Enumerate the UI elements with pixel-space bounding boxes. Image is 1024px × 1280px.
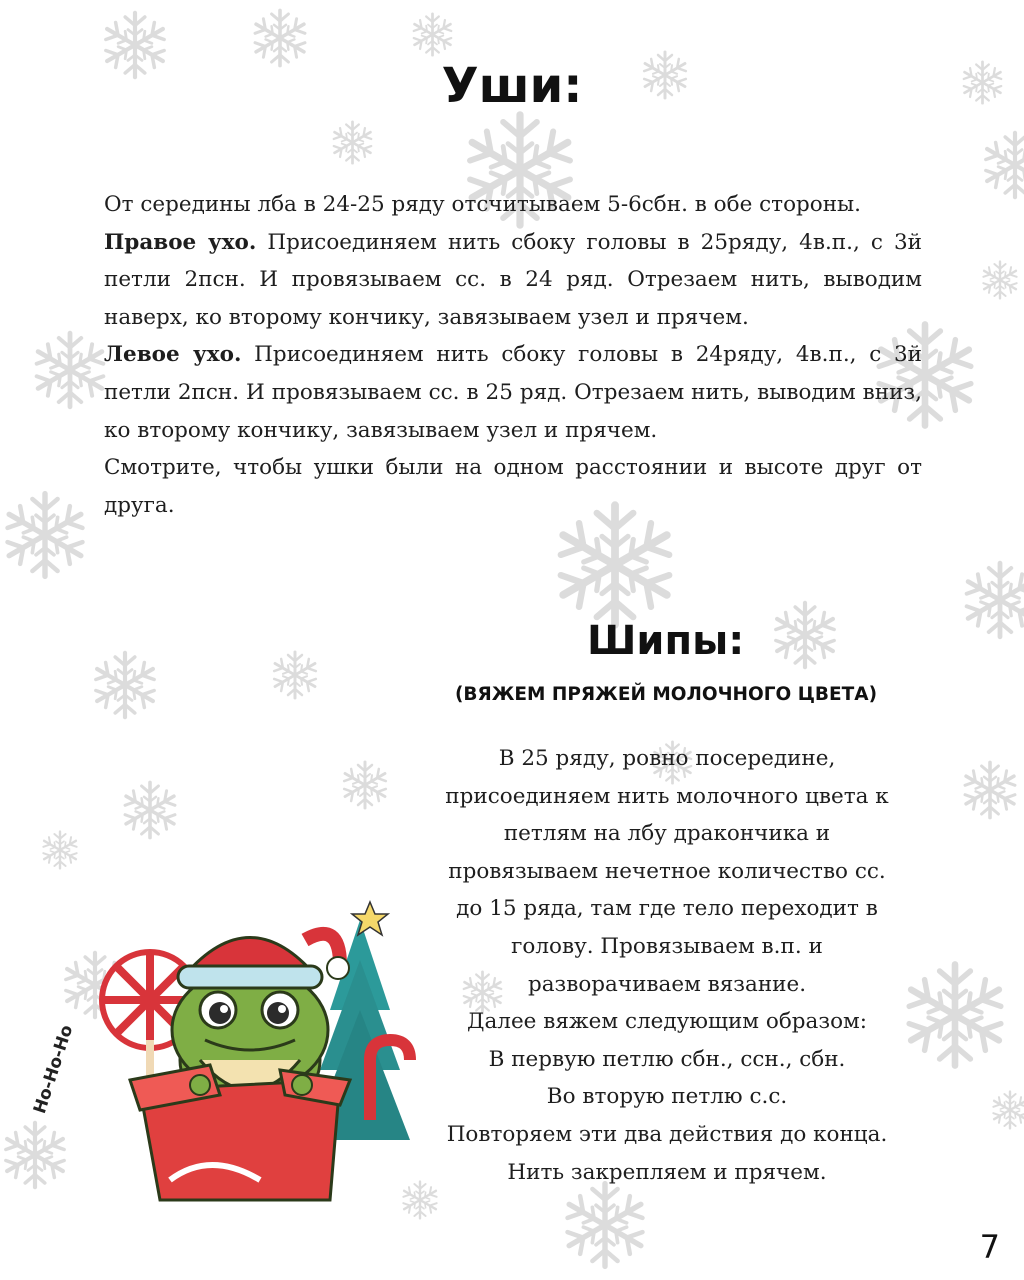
snowflake-icon [410,12,455,57]
snowflake-icon [90,650,160,720]
snowflake-icon [0,490,90,580]
spikes-line: разворачиваем вязание. [527,971,807,997]
snowflake-icon [120,780,180,840]
right-ear-paragraph [104,224,922,337]
left-ear-text: Присоединяем нить сбоку головы в 24ряду, 4в.п., с 3й петли 2псн. И провязываем сс. в 25 ряд. Отрезаем нить, выводим вниз, ко второму кончику, завязываем узел и прячем. [104,342,923,443]
right-ear-text: Присоединяем нить сбоку головы в 25ряду, 4в.п., с 3й петли 2псн. И провязываем сс. в 24 ряд. Отрезаем нить, выводим наверх, ко второму кончику, завязываем узел и прячем. [104,229,922,330]
ears-section [104,186,922,524]
spikes-title: Шипы: [587,618,745,664]
snowflake-icon [960,760,1020,820]
spikes-line: петлям на лбу дракончика и [503,821,831,847]
spikes-line: Далее вяжем следующим образом: [467,1009,867,1035]
ho-ho-ho-label: Ho-Ho-Ho [30,1022,78,1117]
spikes-line: В первую петлю сбн., ссн., сбн. [488,1046,846,1072]
spikes-instructions [404,740,930,1191]
snowflake-icon [340,760,390,810]
snowflake-icon [770,600,840,670]
page-number: 7 [979,1228,1000,1266]
spikes-line: Во вторую петлю с.с. [546,1084,788,1110]
snowflake-icon [330,120,375,165]
ears-note: Смотрите, чтобы ушки были на одном расстоянии и высоте друг от друга. [104,455,922,518]
dragon-gift-illustration [40,880,420,1210]
snowflake-icon [30,330,110,410]
spikes-line: провязываем нечетное количество сс. [448,858,886,884]
spikes-line: В 25 ряду, ровно посередине, [498,746,836,771]
spikes-subtitle: (ВЯЖЕМ ПРЯЖЕЙ МОЛОЧНОГО ЦВЕТА) [454,684,878,705]
snowflake-icon [990,1090,1024,1130]
snowflake-icon [40,830,80,870]
snowflake-icon [980,260,1020,300]
page-title: Уши: [441,58,583,114]
spikes-line: Нить закрепляем и прячем. [507,1159,827,1185]
spikes-line: Повторяем эти два действия до конца. [446,1121,888,1147]
left-ear-label: Левое ухо. [104,342,242,368]
spikes-line: до 15 ряда, там где тело переходит в [456,896,878,922]
snowflake-icon [980,130,1024,200]
left-ear-paragraph [104,336,922,449]
spikes-line: присоединяем нить молочного цвета к [445,783,889,809]
right-ear-label: Правое ухо. [104,229,257,255]
ears-intro: От середины лба в 24-25 ряду отсчитываем 5-6сбн. в обе стороны. [104,192,861,217]
snowflake-icon [560,1180,650,1270]
snowflake-icon [960,560,1024,640]
spikes-line: голову. Провязываем в.п. и [511,933,823,959]
snowflake-icon [270,650,320,700]
